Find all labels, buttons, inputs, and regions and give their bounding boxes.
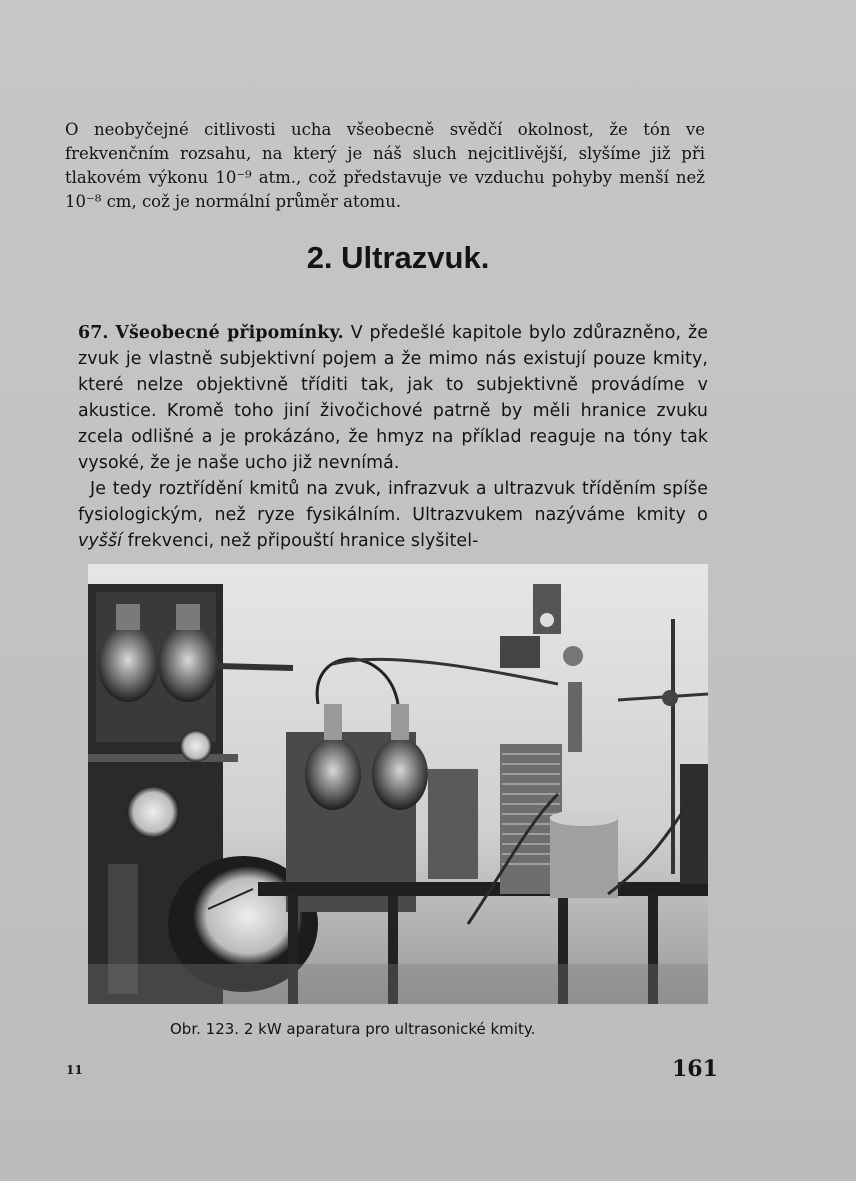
section-paragraph-1 <box>78 320 708 476</box>
figure-caption: Obr. 123. 2 kW aparatura pro ultrasonické kmity. <box>170 1020 536 1038</box>
section-paragraph-1-text: V předešlé kapitole bylo zdůrazněno, že zvuk je vlastně subjektivní pojem a že mimo nás existují pouze kmity, které nelze objektivně tříditi tak, jak to subjektivně provádíme v akustice. Kromě toho jiní živočichové patrně by měli hranice zvuku zcela odlišné a je prokázáno, že hmyz na příklad reaguje na tóny tak vysoké, že je naše ucho již nevnímá. <box>78 323 708 473</box>
chapter-title: 2. Ultrazvuk. <box>306 240 490 275</box>
section-title: Všeobecné připomínky. <box>115 323 344 343</box>
section-paragraph-2-emphasis: vyšší <box>78 531 123 551</box>
figure-photograph <box>88 564 708 1004</box>
intro-paragraph: O neobyčejné citlivosti ucha všeobecně svědčí okolnost, že tón ve frekvenčním rozsahu, na který je náš sluch nejcitlivější, slyšíme již při tlakovém výkonu 10⁻⁹ atm., což představuje ve vzduchu pohyby menší než 10⁻⁸ cm, což je normální průměr atomu. <box>65 119 705 211</box>
page-number: 161 <box>672 1056 718 1082</box>
section-67 <box>78 320 708 554</box>
section-paragraph-2-start: Je tedy roztřídění kmitů na zvuk, infrazvuk a ultrazvuk tříděním spíše fysiologickým, než ryze fysikálním. Ultrazvukem nazýváme kmity o <box>78 479 708 525</box>
signature-mark: 11 <box>66 1063 83 1077</box>
section-paragraph-2 <box>78 476 708 554</box>
section-paragraph-2-end: frekvenci, než připouští hranice slyšitel- <box>122 531 479 551</box>
section-number: 67. <box>78 323 109 343</box>
